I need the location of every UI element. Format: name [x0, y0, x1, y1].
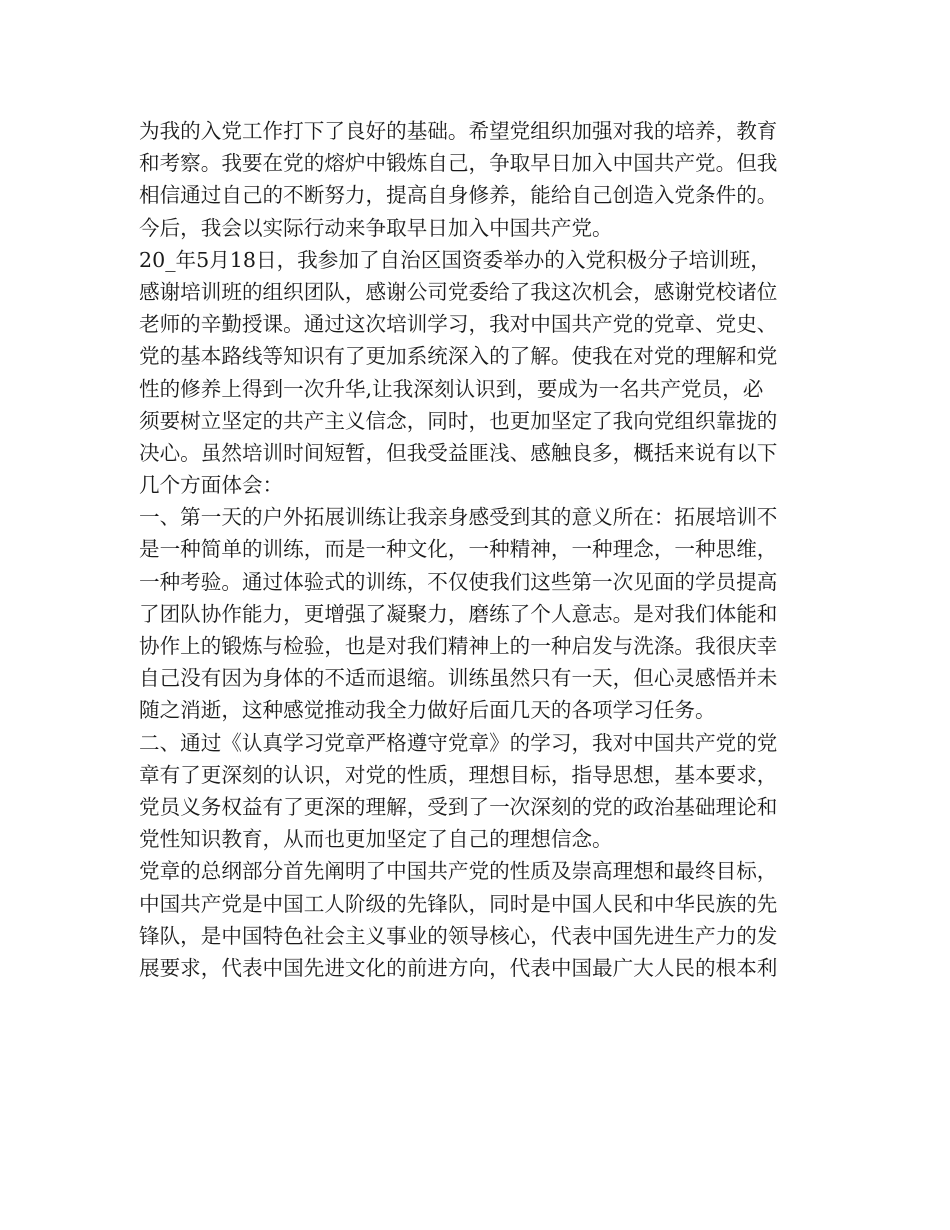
text-line: 几个方面体会： — [139, 473, 284, 498]
text-line: 中国共产党是中国工人阶级的先锋队，同时是中国人民和中华民族的先 — [139, 891, 778, 916]
text-line: 感谢培训班的组织团队，感谢公司党委给了我这次机会，感谢党校诸位 — [139, 279, 778, 304]
text-line: 相信通过自己的不断努力，提高自身修养，能给自己创造入党条件的。 — [139, 183, 778, 208]
text-line: 随之消逝，这种感觉推动我全力做好后面几天的各项学习任务。 — [139, 698, 716, 723]
text-line: 为我的入党工作打下了良好的基础。希望党组织加强对我的培养，教育 — [139, 119, 778, 143]
text-line: 锋队，是中国特色社会主义事业的领导核心，代表中国先进生产力的发 — [139, 923, 778, 948]
text-line: 须要树立坚定的共产主义信念，同时，也更加坚定了我向党组织靠拢的 — [139, 408, 778, 433]
text-line: 自己没有因为身体的不适而退缩。训练虽然只有一天，但心灵感悟并未 — [139, 666, 778, 691]
text-line: 二、通过《认真学习党章严格遵守党章》的学习，我对中国共产党的党 — [139, 730, 778, 755]
text-line: 党性知识教育，从而也更加坚定了自己的理想信念。 — [139, 827, 613, 852]
text-line: 是一种简单的训练，而是一种文化，一种精神，一种理念，一种思维， — [139, 537, 778, 562]
text-line: 一、第一天的户外拓展训练让我亲身感受到其的意义所在：拓展培训不 — [139, 505, 778, 530]
text-line: 性的修养上得到一次升华,让我深刻认识到，要成为一名共产党员，必 — [139, 376, 764, 401]
text-line: 党员义务权益有了更深的理解，受到了一次深刻的党的政治基础理论和 — [139, 794, 778, 819]
text-line: 了团队协作能力，更增强了凝聚力，磨练了个人意志。是对我们体能和 — [139, 601, 778, 626]
body-text — [139, 115, 839, 984]
text-line: 和考察。我要在党的熔炉中锻炼自己，争取早日加入中国共产党。但我 — [139, 151, 778, 176]
text-line: 章有了更深刻的认识，对党的性质，理想目标，指导思想，基本要求， — [139, 762, 778, 787]
text-line: 20_年5月18日，我参加了自治区国资委举办的入党积极分子培训班， — [139, 247, 771, 272]
text-line: 党章的总纲部分首先阐明了中国共产党的性质及崇高理想和最终目标， — [139, 859, 778, 884]
text-line: 老师的辛勤授课。通过这次培训学习，我对中国共产党的党章、党史、 — [139, 312, 778, 337]
text-line: 展要求，代表中国先进文化的前进方向，代表中国最广大人民的根本利 — [139, 955, 778, 980]
text-line: 党的基本路线等知识有了更加系统深入的了解。使我在对党的理解和党 — [139, 344, 778, 369]
text-line: 协作上的锻炼与检验，也是对我们精神上的一种启发与洗涤。我很庆幸 — [139, 634, 778, 658]
text-line: 今后，我会以实际行动来争取早日加入中国共产党。 — [139, 215, 613, 240]
text-line: 决心。虽然培训时间短暂，但我受益匪浅、感触良多，概括来说有以下 — [139, 440, 778, 465]
text-line: 一种考验。通过体验式的训练，不仅使我们这些第一次见面的学员提高 — [139, 569, 778, 594]
